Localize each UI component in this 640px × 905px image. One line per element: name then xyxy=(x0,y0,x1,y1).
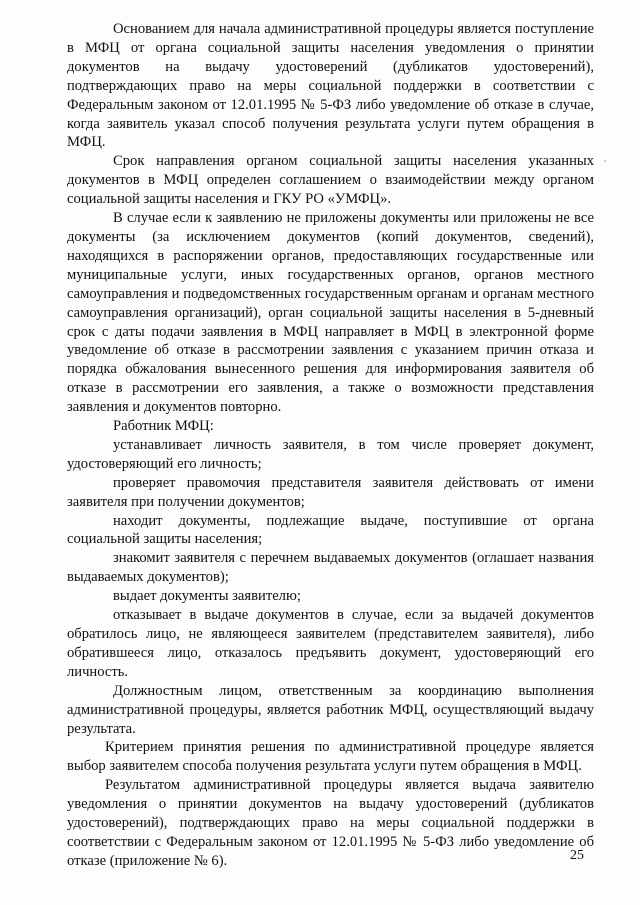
paragraph-result: Результатом административной процедуры является выдача заявителю уведомления о принятии документов на выдачу удостоверений (дубликатов удостоверений), подтверждающих право на меры социальной поддержки в соответствии с Федеральным законом от 12.01.1995 № 5-ФЗ либо уведомление об отказе (приложение № 6). xyxy=(67,777,594,869)
paragraph-basis: Основанием для начала административной процедуры является поступление в МФЦ от органа социальной защиты населения уведомления о принятии документов на выдачу удостоверений (дубликатов удостоверений), подтверждающих право на меры социальной поддержки в соответствии с Федеральным законом от 12.01.1995 № 5-ФЗ либо уведомление об отказе в случае, когда заявитель указал способ получения результата услуги путем обращения в МФЦ. xyxy=(67,21,594,151)
paragraph-issue-documents: выдает документы заявителю; xyxy=(113,588,301,605)
paragraph-missing-documents: В случае если к заявлению не приложены документы или приложены не все документы (за исключением документов (копий документов, сведений), находящихся в распоряжении органов, предоставляющих государственные или муниципальные услуги, иных государственных органов, органов местного самоуправления и подведомственных государственным органам и органам местного самоуправления организаций), орган социальной защиты населения в 5-дневный срок с даты подачи заявления в МФЦ направляет в МФЦ в электронной форме уведомление об отказе в рассмотрении заявления с указанием причин отказа и порядка обжалования вынесенного решения для информирования заявителя об отказе в рассмотрении его заявления, а также о возможности представления заявления и документов повторно. xyxy=(67,210,594,416)
paragraph-identity-check: устанавливает личность заявителя, в том числе проверяет документ, удостоверяющий его личность; xyxy=(67,436,594,472)
paragraph-refusal: отказывает в выдаче документов в случае, если за выдачей документов обратилось лицо, не являющееся заявителем (представителем заявителя), либо обратившееся лицо, отказалось предъявить документ, удостоверяющий его личность. xyxy=(67,607,594,680)
scan-speck xyxy=(604,160,606,162)
paragraph-decision-criterion: Критерием принятия решения по административной процедуре является выбор заявителем способа получения результата услуги путем обращения в МФЦ. xyxy=(67,739,594,775)
paragraph-mfc-worker: Работник МФЦ: xyxy=(113,418,214,435)
paragraph-responsible-person: Должностным лицом, ответственным за координацию выполнения административной процедуры, является работник МФЦ, осуществляющий выдачу результата. xyxy=(67,682,594,737)
body-text xyxy=(67,20,594,871)
paragraph-representative-check: проверяет правомочия представителя заявителя действовать от имени заявителя при получении документов; xyxy=(67,474,594,510)
paragraph-find-documents: находит документы, подлежащие выдаче, поступившие от органа социальной защиты населения; xyxy=(67,512,594,548)
paragraph-familiarize: знакомит заявителя с перечнем выдаваемых документов (оглашает названия выдаваемых документов); xyxy=(67,550,594,586)
page-number: 25 xyxy=(570,848,584,863)
paragraph-term: Срок направления органом социальной защиты населения указанных документов в МФЦ определен соглашением о взаимодействии между органом социальной защиты населения и ГКУ РО «УМФЦ». xyxy=(67,153,594,208)
